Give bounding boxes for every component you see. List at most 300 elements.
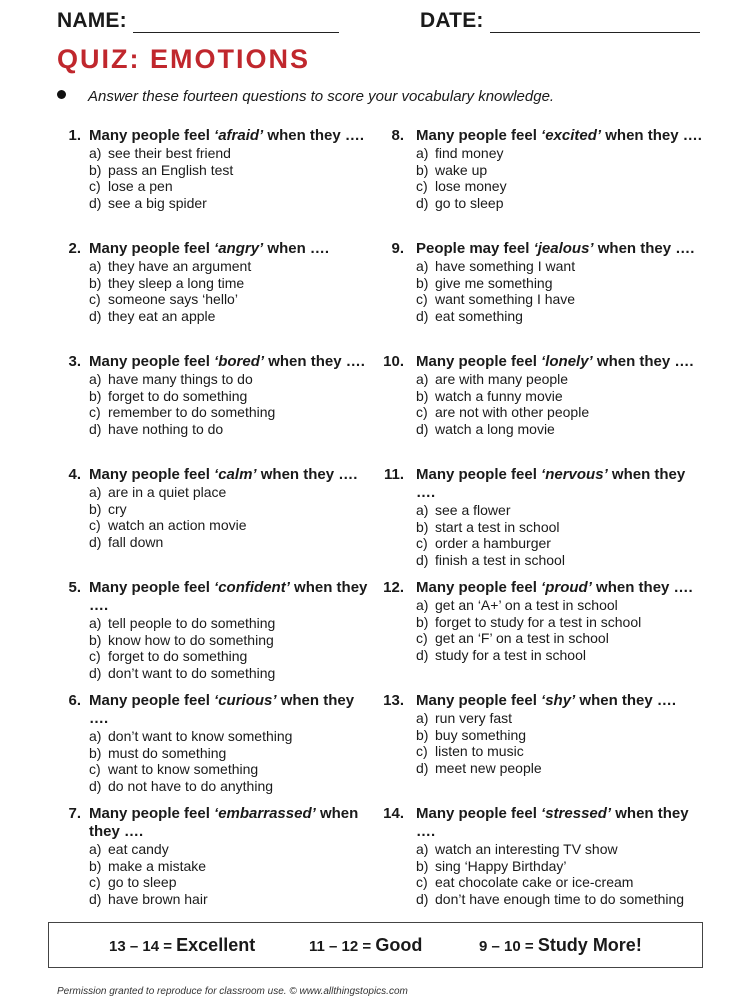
answer-options bbox=[89, 258, 377, 324]
question-prompt bbox=[384, 805, 704, 841]
question-text bbox=[89, 127, 377, 145]
score-key bbox=[48, 922, 703, 968]
option-letter: a) bbox=[89, 371, 102, 387]
option-text: have nothing to do bbox=[108, 420, 224, 437]
answer-option[interactable] bbox=[89, 778, 377, 795]
answer-option[interactable] bbox=[89, 421, 377, 438]
option-letter: b) bbox=[89, 631, 102, 648]
answer-option[interactable] bbox=[89, 388, 377, 405]
answer-option[interactable] bbox=[416, 743, 704, 760]
option-text: find money bbox=[435, 145, 504, 161]
answer-option[interactable] bbox=[416, 552, 704, 569]
option-letter: b) bbox=[89, 387, 102, 404]
option-letter: a) bbox=[416, 502, 429, 518]
option-letter: a) bbox=[89, 145, 102, 161]
option-text: study for a test in school bbox=[435, 646, 586, 663]
option-text: wake up bbox=[435, 161, 488, 178]
option-letter: a) bbox=[416, 371, 429, 387]
option-text: lose money bbox=[435, 178, 507, 194]
option-text: eat something bbox=[435, 307, 523, 324]
answer-options bbox=[416, 841, 704, 907]
question-number: 8. bbox=[391, 127, 404, 144]
option-text: finish a test in school bbox=[435, 551, 565, 568]
emotion-keyword: ‘afraid’ bbox=[214, 127, 264, 144]
emotion-keyword: ‘shy’ bbox=[541, 692, 576, 709]
answer-options bbox=[89, 615, 377, 681]
question-ending: when they …. bbox=[575, 692, 677, 709]
name-blank-line[interactable] bbox=[133, 11, 339, 33]
option-letter: d) bbox=[416, 194, 429, 211]
option-text: have brown hair bbox=[108, 890, 208, 907]
option-letter: c) bbox=[416, 630, 428, 646]
question-text bbox=[416, 805, 704, 841]
question-prompt bbox=[384, 692, 704, 710]
question-text bbox=[89, 579, 377, 615]
option-letter: a) bbox=[89, 258, 102, 274]
option-letter: b) bbox=[89, 857, 102, 874]
question-1 bbox=[57, 127, 377, 211]
option-text: eat chocolate cake or ice-cream bbox=[435, 874, 634, 890]
question-stem: Many people feel bbox=[89, 353, 215, 370]
question-text bbox=[416, 692, 704, 710]
answer-option[interactable] bbox=[416, 630, 704, 647]
question-number: 6. bbox=[68, 692, 81, 709]
option-letter: a) bbox=[89, 484, 102, 500]
option-letter: b) bbox=[89, 274, 102, 291]
option-letter: b) bbox=[416, 274, 429, 291]
option-text: must do something bbox=[108, 744, 227, 761]
option-text: lose a pen bbox=[108, 178, 173, 194]
question-text bbox=[89, 466, 377, 484]
question-text bbox=[416, 240, 704, 258]
option-letter: c) bbox=[89, 761, 101, 777]
emotion-keyword: ‘stressed’ bbox=[541, 805, 612, 822]
answer-option[interactable] bbox=[89, 275, 377, 292]
answer-option[interactable] bbox=[416, 760, 704, 777]
answer-option[interactable] bbox=[416, 874, 704, 891]
option-text: start a test in school bbox=[435, 518, 560, 535]
question-2 bbox=[57, 240, 377, 324]
question-ending: when they …. bbox=[416, 805, 689, 840]
option-text: meet new people bbox=[435, 759, 542, 776]
option-text: order a hamburger bbox=[435, 535, 551, 551]
question-number: 12. bbox=[383, 579, 404, 596]
answer-options bbox=[416, 502, 704, 568]
question-prompt bbox=[57, 805, 377, 841]
option-letter: d) bbox=[416, 420, 429, 437]
answer-options bbox=[416, 597, 704, 663]
option-letter: d) bbox=[89, 664, 102, 681]
answer-option[interactable] bbox=[416, 388, 704, 405]
question-text bbox=[89, 240, 377, 258]
emotion-keyword: ‘calm’ bbox=[214, 466, 257, 483]
question-13 bbox=[384, 692, 704, 776]
question-number: 9. bbox=[391, 240, 404, 257]
option-text: make a mistake bbox=[108, 857, 207, 874]
option-letter: d) bbox=[416, 759, 429, 776]
option-letter: b) bbox=[416, 857, 429, 874]
option-text: tell people to do something bbox=[108, 615, 276, 631]
name-field[interactable] bbox=[57, 9, 339, 33]
question-4 bbox=[57, 466, 377, 550]
question-stem: Many people feel bbox=[416, 805, 542, 822]
option-letter: b) bbox=[416, 613, 429, 630]
option-text: don’t have enough time to do something bbox=[435, 890, 685, 907]
question-number: 10. bbox=[383, 353, 404, 370]
score-study-more bbox=[479, 935, 642, 956]
answer-option[interactable] bbox=[416, 841, 704, 858]
option-text: someone says ‘hello’ bbox=[108, 291, 238, 307]
option-letter: c) bbox=[89, 517, 101, 533]
answer-option[interactable] bbox=[416, 291, 704, 308]
option-text: want something I have bbox=[435, 291, 576, 307]
option-letter: c) bbox=[89, 404, 101, 420]
option-text: sing ‘Happy Birthday’ bbox=[435, 857, 567, 874]
answer-option[interactable] bbox=[416, 597, 704, 614]
emotion-keyword: ‘lonely’ bbox=[541, 353, 593, 370]
score-good bbox=[309, 935, 422, 956]
option-text: are with many people bbox=[435, 371, 569, 387]
question-6 bbox=[57, 692, 377, 794]
question-ending: when they …. bbox=[416, 466, 686, 501]
question-text bbox=[416, 579, 704, 597]
answer-option[interactable] bbox=[89, 308, 377, 325]
option-letter: b) bbox=[89, 161, 102, 178]
option-letter: c) bbox=[89, 178, 101, 194]
option-text: know how to do something bbox=[108, 631, 274, 648]
question-9 bbox=[384, 240, 704, 324]
emotion-keyword: ‘embarrassed’ bbox=[214, 805, 316, 822]
option-letter: c) bbox=[416, 743, 428, 759]
option-text: give me something bbox=[435, 274, 553, 291]
option-text: go to sleep bbox=[108, 874, 177, 890]
option-letter: a) bbox=[89, 615, 102, 631]
question-number: 1. bbox=[68, 127, 81, 144]
option-text: don’t want to do something bbox=[108, 664, 276, 681]
emotion-keyword: ‘angry’ bbox=[214, 240, 264, 257]
option-text: get an ‘F’ on a test in school bbox=[435, 630, 609, 646]
option-text: go to sleep bbox=[435, 194, 504, 211]
option-letter: d) bbox=[89, 194, 102, 211]
answer-option[interactable] bbox=[416, 891, 704, 908]
question-stem: Many people feel bbox=[89, 579, 215, 596]
emotion-keyword: ‘bored’ bbox=[214, 353, 265, 370]
question-ending: when they …. bbox=[592, 353, 694, 370]
question-3 bbox=[57, 353, 377, 437]
question-prompt bbox=[57, 466, 377, 484]
answer-option[interactable] bbox=[416, 275, 704, 292]
answer-option[interactable] bbox=[416, 308, 704, 325]
option-text: they have an argument bbox=[108, 258, 252, 274]
score-grade: Excellent bbox=[176, 935, 256, 955]
answer-option[interactable] bbox=[416, 502, 704, 519]
option-letter: a) bbox=[416, 145, 429, 161]
question-prompt bbox=[384, 240, 704, 258]
question-ending: when they …. bbox=[89, 692, 355, 727]
answer-option[interactable] bbox=[416, 535, 704, 552]
answer-option[interactable] bbox=[89, 162, 377, 179]
option-text: have something I want bbox=[435, 258, 576, 274]
answer-option[interactable] bbox=[89, 615, 377, 632]
option-letter: d) bbox=[416, 646, 429, 663]
question-stem: Many people feel bbox=[416, 466, 542, 483]
option-text: watch an action movie bbox=[108, 517, 247, 533]
answer-option[interactable] bbox=[89, 841, 377, 858]
answer-options bbox=[416, 258, 704, 324]
option-letter: d) bbox=[89, 420, 102, 437]
option-text: buy something bbox=[435, 726, 527, 743]
question-text bbox=[89, 692, 377, 728]
answer-options bbox=[416, 710, 704, 776]
question-prompt bbox=[384, 579, 704, 597]
answer-option[interactable] bbox=[416, 162, 704, 179]
answer-option[interactable] bbox=[416, 404, 704, 421]
question-prompt bbox=[57, 240, 377, 258]
answer-option[interactable] bbox=[89, 648, 377, 665]
option-letter: a) bbox=[416, 841, 429, 857]
option-text: forget to do something bbox=[108, 387, 248, 404]
option-letter: c) bbox=[416, 874, 428, 890]
answer-option[interactable] bbox=[416, 145, 704, 162]
question-number: 3. bbox=[68, 353, 81, 370]
question-stem: Many people feel bbox=[416, 579, 542, 596]
question-stem: Many people feel bbox=[416, 127, 542, 144]
option-letter: c) bbox=[416, 535, 428, 551]
option-text: they sleep a long time bbox=[108, 274, 245, 291]
answer-options bbox=[89, 145, 377, 211]
question-ending: when they …. bbox=[591, 579, 693, 596]
option-letter: a) bbox=[89, 841, 102, 857]
answer-option[interactable] bbox=[416, 195, 704, 212]
option-letter: d) bbox=[416, 890, 429, 907]
option-text: are in a quiet place bbox=[108, 484, 227, 500]
option-letter: b) bbox=[416, 518, 429, 535]
instruction-text: Answer these fourteen questions to score your vocabulary knowledge. bbox=[88, 88, 555, 105]
question-prompt bbox=[57, 579, 377, 615]
option-letter: d) bbox=[416, 307, 429, 324]
question-7 bbox=[57, 805, 377, 907]
answer-option[interactable] bbox=[416, 858, 704, 875]
answer-option[interactable] bbox=[89, 291, 377, 308]
question-number: 11. bbox=[383, 466, 404, 483]
question-stem: People may feel bbox=[416, 240, 534, 257]
option-letter: a) bbox=[416, 597, 429, 613]
question-number: 2. bbox=[68, 240, 81, 257]
answer-option[interactable] bbox=[89, 404, 377, 421]
answer-option[interactable] bbox=[416, 421, 704, 438]
quiz-title: QUIZ: EMOTIONS bbox=[57, 44, 310, 74]
answer-option[interactable] bbox=[89, 858, 377, 875]
option-text: listen to music bbox=[435, 743, 524, 759]
option-text: watch an interesting TV show bbox=[435, 841, 618, 857]
option-text: they eat an apple bbox=[108, 307, 216, 324]
option-letter: b) bbox=[416, 726, 429, 743]
answer-option[interactable] bbox=[89, 178, 377, 195]
option-text: cry bbox=[108, 500, 127, 517]
question-prompt bbox=[384, 466, 704, 502]
emotion-keyword: ‘jealous’ bbox=[533, 240, 594, 257]
question-text bbox=[89, 805, 377, 841]
question-number: 4. bbox=[68, 466, 81, 483]
option-text: fall down bbox=[108, 533, 164, 550]
question-11 bbox=[384, 466, 704, 568]
question-ending: when they …. bbox=[89, 805, 359, 840]
question-8 bbox=[384, 127, 704, 211]
question-text bbox=[416, 127, 704, 145]
option-letter: a) bbox=[416, 258, 429, 274]
answer-option[interactable] bbox=[416, 647, 704, 664]
answer-options bbox=[89, 841, 377, 907]
answer-option[interactable] bbox=[89, 145, 377, 162]
answer-option[interactable] bbox=[416, 258, 704, 275]
copyright-footer: Permission granted to reproduce for classroom use. © www.allthingstopics.com bbox=[57, 986, 408, 997]
question-stem: Many people feel bbox=[89, 692, 215, 709]
question-text bbox=[416, 466, 704, 502]
question-ending: when they …. bbox=[256, 466, 358, 483]
question-stem: Many people feel bbox=[416, 353, 542, 370]
score-excellent bbox=[109, 935, 255, 956]
date-blank-line[interactable] bbox=[490, 11, 700, 33]
question-ending: when they …. bbox=[263, 127, 365, 144]
question-5 bbox=[57, 579, 377, 681]
option-text: remember to do something bbox=[108, 404, 276, 420]
question-prompt bbox=[384, 353, 704, 371]
option-text: are not with other people bbox=[435, 404, 590, 420]
emotion-keyword: ‘confident’ bbox=[214, 579, 290, 596]
emotion-keyword: ‘curious’ bbox=[214, 692, 277, 709]
date-field[interactable] bbox=[420, 9, 700, 33]
option-letter: b) bbox=[89, 500, 102, 517]
option-letter: b) bbox=[416, 161, 429, 178]
option-text: do not have to do anything bbox=[108, 777, 274, 794]
option-letter: c) bbox=[416, 178, 428, 194]
emotion-keyword: ‘nervous’ bbox=[541, 466, 608, 483]
question-number: 7. bbox=[68, 805, 81, 822]
option-text: get an ‘A+’ on a test in school bbox=[435, 597, 618, 613]
question-number: 5. bbox=[68, 579, 81, 596]
score-grade: Study More! bbox=[537, 935, 642, 955]
answer-option[interactable] bbox=[416, 727, 704, 744]
option-text: forget to study for a test in school bbox=[435, 613, 642, 630]
option-text: have many things to do bbox=[108, 371, 253, 387]
question-10 bbox=[384, 353, 704, 437]
option-text: watch a long movie bbox=[435, 420, 555, 437]
answer-option[interactable] bbox=[89, 745, 377, 762]
option-letter: d) bbox=[89, 777, 102, 794]
answer-option[interactable] bbox=[89, 484, 377, 501]
option-text: run very fast bbox=[435, 710, 513, 726]
option-letter: c) bbox=[416, 404, 428, 420]
answer-option[interactable] bbox=[89, 665, 377, 682]
option-text: see a flower bbox=[435, 502, 511, 518]
question-stem: Many people feel bbox=[89, 240, 215, 257]
option-letter: d) bbox=[89, 890, 102, 907]
answer-option[interactable] bbox=[416, 614, 704, 631]
score-grade: Good bbox=[375, 935, 423, 955]
question-number: 13. bbox=[383, 692, 404, 709]
answer-options bbox=[89, 728, 377, 794]
question-text bbox=[416, 353, 704, 371]
option-text: pass an English test bbox=[108, 161, 234, 178]
answer-option[interactable] bbox=[89, 761, 377, 778]
question-14 bbox=[384, 805, 704, 907]
score-range: 11 – 12 = bbox=[309, 938, 372, 955]
name-label: NAME: bbox=[57, 9, 127, 32]
answer-option[interactable] bbox=[89, 501, 377, 518]
option-text: don’t want to know something bbox=[108, 728, 293, 744]
question-ending: when they …. bbox=[593, 240, 695, 257]
answer-option[interactable] bbox=[416, 710, 704, 727]
answer-option[interactable] bbox=[89, 632, 377, 649]
option-text: watch a funny movie bbox=[435, 387, 563, 404]
answer-option[interactable] bbox=[89, 517, 377, 534]
answer-option[interactable] bbox=[89, 371, 377, 388]
option-text: want to know something bbox=[108, 761, 259, 777]
option-text: see their best friend bbox=[108, 145, 231, 161]
option-letter: b) bbox=[89, 744, 102, 761]
answer-option[interactable] bbox=[89, 874, 377, 891]
question-ending: when they …. bbox=[89, 579, 368, 614]
question-number: 14. bbox=[383, 805, 404, 822]
score-range: 13 – 14 = bbox=[109, 938, 172, 955]
question-ending: when they …. bbox=[264, 353, 365, 370]
answer-option[interactable] bbox=[89, 195, 377, 212]
question-stem: Many people feel bbox=[89, 127, 215, 144]
question-stem: Many people feel bbox=[89, 466, 215, 483]
answer-option[interactable] bbox=[416, 371, 704, 388]
option-letter: c) bbox=[89, 874, 101, 890]
question-prompt bbox=[57, 692, 377, 728]
answer-options bbox=[89, 371, 377, 437]
answer-options bbox=[416, 145, 704, 211]
option-letter: a) bbox=[416, 710, 429, 726]
question-ending: when …. bbox=[263, 240, 330, 257]
option-letter: c) bbox=[89, 648, 101, 664]
question-stem: Many people feel bbox=[89, 805, 215, 822]
option-letter: c) bbox=[89, 291, 101, 307]
emotion-keyword: ‘excited’ bbox=[541, 127, 602, 144]
question-ending: when they …. bbox=[601, 127, 702, 144]
option-letter: b) bbox=[416, 387, 429, 404]
option-text: eat candy bbox=[108, 841, 169, 857]
question-text bbox=[89, 353, 377, 371]
question-prompt bbox=[384, 127, 704, 145]
answer-option[interactable] bbox=[416, 178, 704, 195]
bullet-icon bbox=[57, 90, 66, 99]
option-letter: a) bbox=[89, 728, 102, 744]
answer-options bbox=[416, 371, 704, 437]
answer-option[interactable] bbox=[89, 534, 377, 551]
option-letter: d) bbox=[89, 533, 102, 550]
answer-options bbox=[89, 484, 377, 550]
question-prompt bbox=[57, 353, 377, 371]
answer-option[interactable] bbox=[89, 891, 377, 908]
answer-option[interactable] bbox=[416, 519, 704, 536]
question-stem: Many people feel bbox=[416, 692, 542, 709]
instruction bbox=[57, 88, 554, 105]
answer-option[interactable] bbox=[89, 728, 377, 745]
option-text: forget to do something bbox=[108, 648, 248, 664]
question-prompt bbox=[57, 127, 377, 145]
answer-option[interactable] bbox=[89, 258, 377, 275]
option-text: see a big spider bbox=[108, 194, 207, 211]
option-letter: c) bbox=[416, 291, 428, 307]
option-letter: d) bbox=[416, 551, 429, 568]
date-label: DATE: bbox=[420, 9, 484, 32]
score-range: 9 – 10 = bbox=[479, 938, 534, 955]
question-12 bbox=[384, 579, 704, 663]
option-letter: d) bbox=[89, 307, 102, 324]
